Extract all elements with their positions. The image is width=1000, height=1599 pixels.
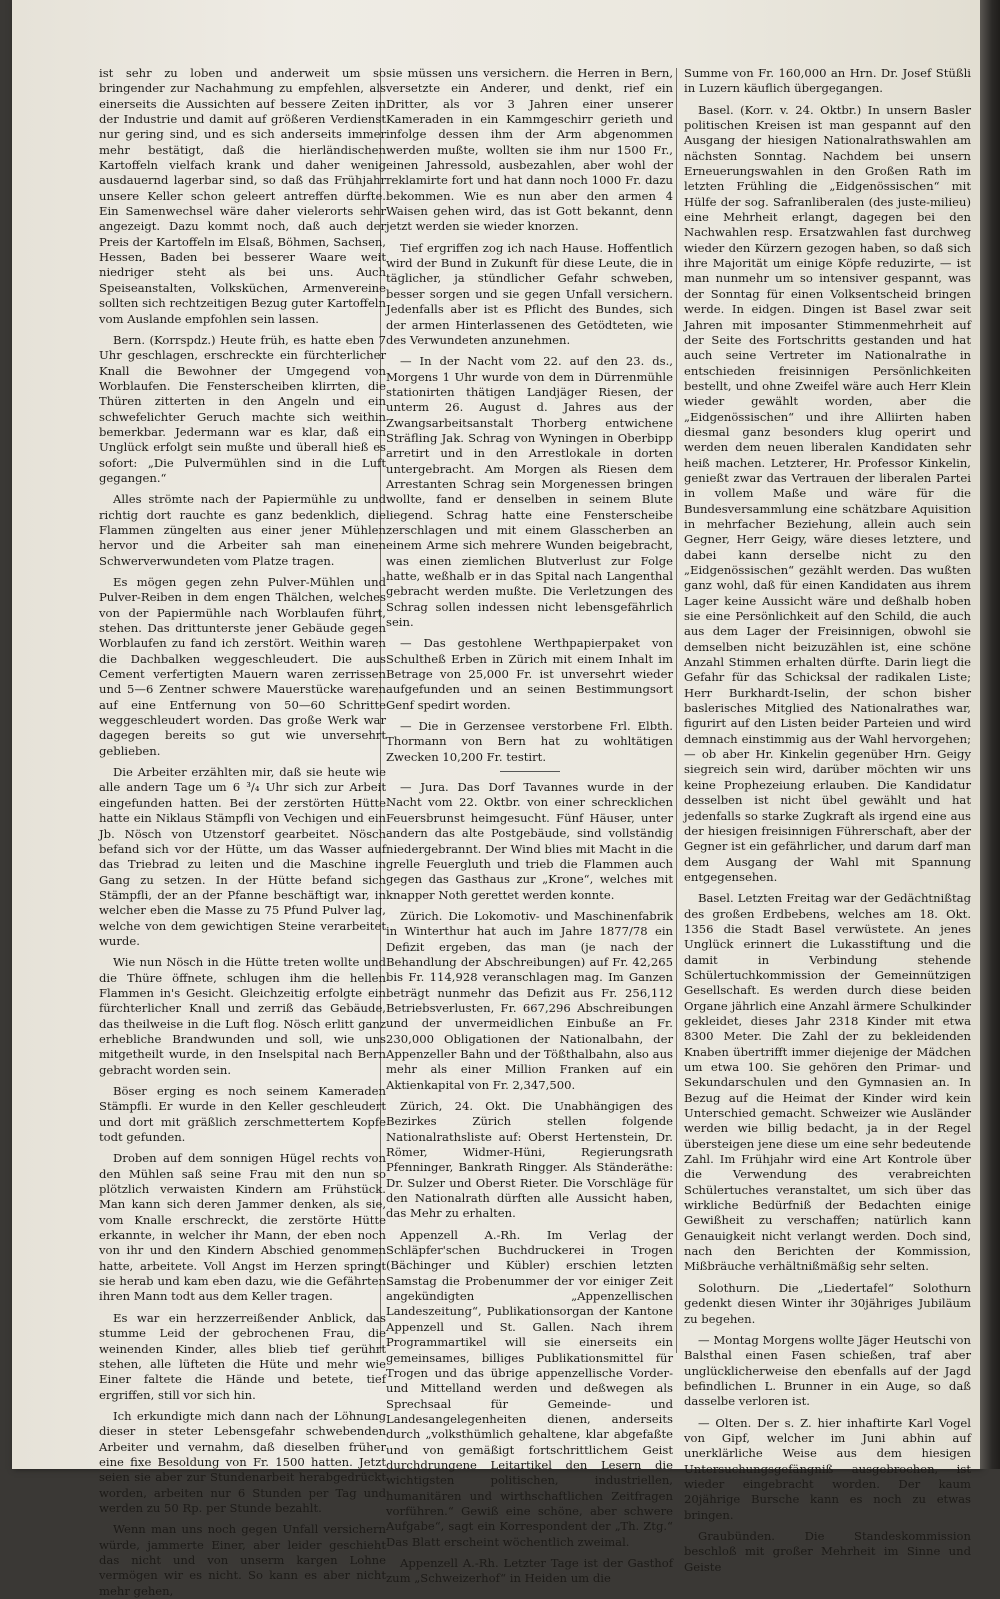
paragraph: Es mögen gegen zehn Pulver-Mühlen und Pulver-Reiben in dem engen Thälchen, welches von der Papiermühle nach Worblaufen führt, stehen. Das drittunterste jener Gebäude gegen Worblaufen zu fand ich zerstört. Weithin waren die Dachbalken weggeschleudert. Die aus Cement verfertigten Mauern waren zerrissen und 5—6 Zentner schwere Mauerstücke waren auf eine Entfernung von 50—60 Schritte weggeschleudert worden. Das große Werk war dagegen bereits so gut wie unversehrt geblieben. <box>99 575 386 758</box>
paragraph: Appenzell A.-Rh. Letzter Tage ist der Gasthof zum „Schweizerhof“ in Heiden um die <box>386 1555 673 1586</box>
column-1 <box>99 66 386 1598</box>
paragraph: Zürich, 24. Okt. Die Unabhängigen des Bezirkes Zürich stellen folgende Nationalrathsliste auf: Oberst Hertenstein, Dr. Römer, Widmer-Hüni, Regierungsrath Pfenninger, Bankrath Ringger. Als Ständeräthe: Dr. Sulzer und Oberst Rieter. Die Vorschläge für den Nationalrath dürften alle Aussicht haben, das Mehr zu erhalten. <box>386 1099 673 1221</box>
paragraph: Solothurn. Die „Liedertafel“ Solothurn gedenkt diesen Winter ihr 30jähriges Jubiläum zu begehen. <box>684 1280 971 1326</box>
paragraph: — Das gestohlene Werthpapierpaket von Schultheß Erben in Zürich mit einem Inhalt im Betrage von 25,000 Fr. ist unversehrt wieder aufgefunden und an seinen Bestimmungsort Genf spedirt worden. <box>386 636 673 712</box>
column-2 <box>386 66 673 1586</box>
separator-rule <box>500 771 560 772</box>
paragraph: ist sehr zu loben und anderweit um so bringender zur Nachahmung zu empfehlen, als einerseits die Aussichten auf bessere Zeiten in der Industrie und damit auf größeren Verdienst nur gering sind, und es sich anderseits immer mehr bestätigt, daß die hierländischen Kartoffeln vielfach krank und daher wenig ausdauernd lagerbar sind, so daß das Frühjahr unsere Keller schon geleert antreffen dürfte. Ein Samenwechsel wäre daher vielerorts sehr angezeigt. Dazu kommt noch, daß auch der Preis der Kartoffeln im Elsaß, Böhmen, Sachsen, Hessen, Baden bei besserer Waare weit niedriger steht als bei uns. Auch Speiseanstalten, Volksküchen, Armenvereine sollten sich rechtzeitigen Bezug guter Kartoffeln vom Auslande empfohlen sein lassen. <box>99 66 386 326</box>
paragraph: Alles strömte nach der Papiermühle zu und richtig dort rauchte es ganz bedenklich, die Flammen züngelten aus einer jener Mühlen hervor und die Arbeiter sah man einen Schwerverwundeten vom Platze tragen. <box>99 492 386 568</box>
paragraph: Basel. (Korr. v. 24. Oktbr.) In unsern Basler politischen Kreisen ist man gespannt auf den Ausgang der hiesigen Nationalrathswahlen am nächsten Sonntag. Nachdem bei unsern Erneuerungswahlen in den Großen Rath im letzten Frühling die „Eidgenössischen“ mit Hülfe der sog. Safranliberalen (des juste-milieu) eine Mehrheit erlangt, dagegen bei den Nachwahlen resp. Ersatzwahlen fast durchweg wieder den Kürzern gezogen haben, so daß sich ihre Majorität um einige Köpfe reduzirte, — ist man nunmehr um so intensiver gespannt, was der Sonntag für einen Volksentscheid bringen werde. In eidgen. Dingen ist Basel zwar seit Jahren mit imposanter Stimmenmehrheit auf der Seite des Fortschritts gestanden und hat auch seine Vertreter im Nationalrathe in entschieden freisinnigen Persönlichkeiten bestellt, und ohne Zweifel wäre auch Herr Klein wieder gewählt worden, aber die „Eidgenössischen“ und ihre Alliirten haben diesmal ganz besonders klug operirt und werden dem neuen liberalen Kandidaten sehr heiß machen. Letzterer, Hr. Professor Kinkelin, genießt zwar das Vertrauen der liberalen Partei in vollem Maße und wäre für die Bundesversammlung eine schätzbare Aquisition in mehrfacher Beziehung, allein auch sein Gegner, Herr Geigy, wäre dieses letztere, und dabei kann derselbe nicht zu den „Eidgenössischen“ gezählt werden. Das wußten ganz wohl, daß für einen Kandidaten aus ihrem Lager keine Aussicht wäre und deßhalb hoben sie eine Persönlichkeit auf den Schild, die auch aus dem Lager der Freisinnigen, obwohl sie demselben nicht beizuzählen ist, eine schöne Anzahl Stimmen erhalten dürfte. Darin liegt die Gefahr für das Schicksal der radikalen Liste; Herr Burkhardt-Iselin, der schon bisher baslerisches Mitglied des Nationalrathes war, figurirt auf den Listen beider Parteien und wird demnach einstimmig aus der Wahl hervorgehen; — ob aber Hr. Kinkelin gegenüber Hrn. Geigy siegreich sein wird, darüber möchten wir uns keine Prophezeiung erlauben. Die Kandidatur desselben ist nicht übel gewählt und hat jedenfalls so starke Zugkraft als irgend eine aus der hiesigen freisinnigen Führerschaft, aber der Gegner ist ein gefährlicher, und darum darf man dem Ausgang der Wahl mit Spannung entgegensehen. <box>684 102 971 884</box>
column-3 <box>684 66 971 1574</box>
paragraph: Summe von Fr. 160,000 an Hrn. Dr. Josef Stüßli in Luzern käuflich übergegangen. <box>684 66 971 96</box>
paragraph: Basel. Letzten Freitag war der Gedächtnißtag des großen Erdbebens, welches am 18. Okt. 1356 die Stadt Basel verwüstete. An jenes Unglück erinnert die Lukasstiftung und die damit in Verbindung stehende Schülertuchkommission der Gemeinnützigen Gesellschaft. Es werden durch diese beiden Organe jährlich eine Anzahl ärmere Schulkinder gekleidet, dieses Jahr 2318 Kinder mit etwa 8300 Meter. Die Zahl der zu bekleidenden Knaben übertrifft immer diejenige der Mädchen um etwa 100. Sie gehören den Primar- und Sekundarschulen und den Gymnasien an. In Bezug auf die Heimat der Kinder wird kein Unterschied gemacht. Schweizer wie Ausländer werden wie billig bedacht, ja in der Regel übersteigen jene diese um eine sehr bedeutende Zahl. Im Frühjahr wird eine Art Kontrole über die Verwendung des verabreichten Schülertuches veranstaltet, um sich über das wirkliche Bedürfniß der Bedachten einige Gewißheit zu verschaffen; natürlich kann Genauigkeit nicht verlangt werden. Doch sind, nach den Berichten der Kommission, Mißbräuche verhältnißmäßig sehr selten. <box>684 891 971 1274</box>
paragraph: — Montag Morgens wollte Jäger Heutschi von Balsthal einen Fasen schießen, traf aber unglücklicherweise den ebenfalls auf der Jagd befindlichen L. Brunner in ein Auge, so daß dasselbe verloren ist. <box>684 1332 971 1409</box>
paragraph: Bern. (Korrspdz.) Heute früh, es hatte eben 7 Uhr geschlagen, erschreckte ein fürchterlicher Knall die Bewohner der Umgegend von Worblaufen. Die Fensterscheiben klirrten, die Thüren zitterten in den Angeln und ein schwefelichter Geruch machte sich weithin bemerkbar. Jedermann war es klar, daß ein Unglück erfolgt sein mußte und überall hieß es sofort: „Die Pulvermühlen sind in die Luft gegangen.“ <box>99 332 386 485</box>
paragraph: Appenzell A.-Rh. Im Verlag der Schläpfer'schen Buchdruckerei in Trogen (Bächinger und Kübler) erschien letzten Samstag die Probenummer der vor einiger Zeit angekündigten „Appenzellischen Landeszeitung“, Publikationsorgan der Kantone Appenzell und St. Gallen. Nach ihrem Programmartikel will sie einerseits ein gemeinsames, billiges Publikationsmittel für Trogen und das übrige appenzellische Vorder- und Mittelland werden und deßwegen als Sprechsaal für Gemeinde- und Landesangelegenheiten dienen, anderseits durch „volksthümlich gehaltene, klar abgefaßte und von gemäßigt fortschrittlichem Geist durchdrungene Leitartikel den Lesern die wichtigsten politischen, industriellen, humanitären und wirthschaftlichen Zeitfragen vorführen.“ Gewiß eine schöne, aber schwere Aufgabe“, sagt ein Korrespondent der „Th. Ztg.“ Das Blatt erscheint wöchentlich zweimal. <box>386 1227 673 1549</box>
paragraph: Böser erging es noch seinem Kameraden Stämpfli. Er wurde in den Keller geschleudert und dort mit gräßlich zerschmettertem Kopfe todt gefunden. <box>99 1084 386 1145</box>
paragraph: — In der Nacht vom 22. auf den 23. ds., Morgens 1 Uhr wurde von dem in Dürrenmühle stationirten thätigen Landjäger Riesen, der unterm 26. August d. Jahres aus der Zwangsarbeitsanstalt Thorberg entwichene Sträfling Jak. Schrag von Wyningen in Oberbipp arretirt und in den Arrestlokale in dorten untergebracht. Am Morgen als Riesen dem Arrestanten Schrag sein Morgenessen bringen wollte, fand er denselben in seinem Blute liegend. Schrag hatte eine Fensterscheibe zerschlagen und mit einem Glasscherben an einem Arme sich mehrere Wunden beigebracht, was einen ziemlichen Blutverlust zur Folge hatte, weßhalb er in das Spital nach Langenthal gebracht werden mußte. Die Verletzungen des Schrag sollen indessen nicht lebensgefährlich sein. <box>386 354 673 630</box>
page-binding-edge <box>980 0 1000 1469</box>
paragraph: Droben auf dem sonnigen Hügel rechts von den Mühlen saß seine Frau mit den nun so plötzlich verwaisten Kindern am Frühstück. Man kann sich deren Jammer denken, als sie, vom Knalle erschreckt, die zerstörte Hütte erkannte, in welcher ihr Mann, der eben noch von ihr und den Kindern Abschied genommen hatte, arbeitete. Voll Angst im Herzen springt sie herab und kam eben dazu, wie die Gefährten ihren Mann todt aus dem Keller tragen. <box>99 1151 386 1304</box>
column-rule <box>676 68 677 1353</box>
paragraph: Tief ergriffen zog ich nach Hause. Hoffentlich wird der Bund in Zukunft für diese Leute, die in täglicher, ja stündlicher Gefahr schweben, besser sorgen und sie gegen Unfall versichern. Jedenfalls aber ist es Pflicht des Bundes, sich der armen Hinterlassenen des Getödteten, wie des Verwundeten anzunehmen. <box>386 240 673 347</box>
paragraph: Wie nun Nösch in die Hütte treten wollte und die Thüre öffnete, schlugen ihm die hellen Flammen in's Gesicht. Gleichzeitig erfolgte ein fürchterlicher Knall und zerriß das Gebäude, das theilweise in die Luft flog. Nösch erlitt ganz erhebliche Brandwunden und soll, wie uns mitgetheilt wurde, in den Inselspital nach Bern gebracht worden sein. <box>99 955 386 1077</box>
paragraph: — Olten. Der s. Z. hier inhaftirte Karl Vogel von Gipf, welcher im Juni abhin auf unerklärliche Weise aus dem hiesigen Untersuchungsgefängniß ausgebrochen, ist wieder eingebracht worden. Der kaum 20jährige Bursche kann es noch zu etwas bringen. <box>684 1415 971 1522</box>
paragraph: Zürich. Die Lokomotiv- und Maschinenfabrik in Winterthur hat auch im Jahre 1877/78 ein Defizit ergeben, das man (je nach der Behandlung der Abschreibungen) auf Fr. 42,265 bis Fr. 114,928 veranschlagen mag. Im Ganzen beträgt nunmehr das Defizit aus Fr. 256,112 Betriebsverlusten, Fr. 667,296 Abschreibungen und der unvermeidlichen Einbuße an Fr. 230,000 Obligationen der Nationalbahn, der Appenzeller Bahn und der Tößthalbahn, also aus mehr als einer Million Franken auf ein Aktienkapital von Fr. 2,347,500. <box>386 908 673 1092</box>
paragraph: sie müssen uns versichern. die Herren in Bern, versetzte ein Anderer, und denkt, rief ein Dritter, als vor 3 Jahren einer unserer Kameraden in ein Kammgeschirr gerieth und infolge dessen ihm der Arm abgenommen werden mußte, wollten sie ihm nur 1500 Fr., einen Jahressold, ausbezahlen, aber wohl der reklamirte fort und hat dann noch 1000 Fr. dazu bekommen. Wie es nun aber den armen 4 Waisen gehen wird, das ist Gott bekannt, denn jetzt werden sie wieder knorzen. <box>386 66 673 234</box>
paragraph: Die Arbeiter erzählten mir, daß sie heute wie alle andern Tage um 6 ³/₄ Uhr sich zur Arbeit eingefunden hatten. Bei der zerstörten Hütte hatte ein Niklaus Stämpfli von Vechigen und ein Jb. Nösch von Utzenstorf gearbeitet. Nösch befand sich vor der Hütte, um das Wasser auf das Triebrad zu leiten und die Maschine in Gang zu setzen. In der Hütte befand sich Stämpfli, der an der Pfanne beschäftigt war, in welcher eben die Masse zu 75 Pfund Pulver lag, welche von dem gewichtigen Steine verarbeitet wurde. <box>99 765 386 948</box>
paragraph: Ich erkundigte mich dann nach der Löhnung dieser in steter Lebensgefahr schwebenden Arbeiter und vernahm, daß dieselben früher eine fixe Besoldung von Fr. 1500 hatten. Jetzt seien sie aber zur Stundenarbeit herabgedrückt worden, arbeiten nur 6 Stunden per Tag und werden zu 50 Rp. per Stunde bezahlt. <box>99 1408 386 1515</box>
paragraph: — Jura. Das Dorf Tavannes wurde in der Nacht vom 22. Oktbr. von einer schrecklichen Feuersbrunst heimgesucht. Fünf Häuser, unter andern das alte Postgebäude, sind vollständig niedergebrannt. Der Wind blies mit Macht in die grelle Feuergluth und trieb die Flammen auch gegen das Gasthaus zur „Krone“, welches mit knapper Noth gerettet werden konnte. <box>386 780 673 902</box>
paragraph: Es war ein herzzerreißender Anblick, das stumme Leid der gebrochenen Frau, die weinenden Kinder, alles blieb tief gerührt stehen, alle lüfteten die Hüte und mehr wie Einer faltete die Hände und betete, tief ergriffen, still vor sich hin. <box>99 1310 386 1402</box>
paragraph: Wenn man uns noch gegen Unfall versichern würde, jammerte Einer, aber leider geschieht das nicht und von unserm kargen Lohne vermögen wir es nicht. So kann es aber nicht mehr gehen, <box>99 1522 386 1598</box>
paragraph: — Die in Gerzensee verstorbene Frl. Elbth. Thormann von Bern hat zu wohltätigen Zwecken 10,200 Fr. testirt. <box>386 719 673 764</box>
newspaper-page <box>12 0 980 1598</box>
paragraph: Graubünden. Die Standeskommission beschloß mit großer Mehrheit im Sinne und Geiste <box>684 1528 971 1574</box>
